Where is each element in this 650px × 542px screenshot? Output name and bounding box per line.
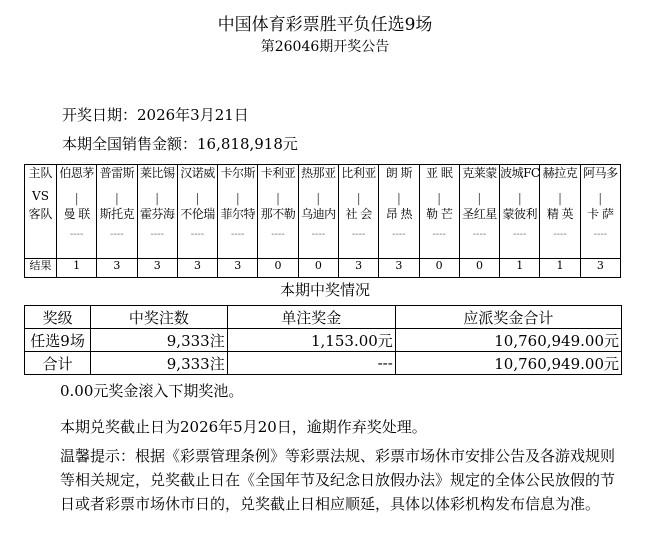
match-cell [298,165,338,259]
match-result: 3 [218,259,258,278]
home-team: 克莱蒙 [462,166,497,180]
vs-mark: | [74,191,79,205]
dash-mark: ---- [69,229,84,240]
dash-mark: ---- [150,229,164,240]
deadline-note: 本期兑奖截止日为2026年5月20日，逾期作弃奖处理。 [60,418,427,436]
prize-level: 任选9场 [25,329,91,352]
header-total: 应派奖金合计 [395,306,621,329]
row-label-cell [25,165,57,259]
home-team: 莱比锡 [139,166,175,180]
match-cell [459,165,499,259]
away-team: 菲尔特 [220,207,256,221]
dash-mark: ---- [190,229,205,240]
prize-section-title: 本期中奖情况 [279,281,370,299]
dash-mark: ---- [553,229,567,240]
vs-mark: | [276,191,281,205]
match-result: 3 [97,259,137,278]
sum-total: 10,760,949.00元 [395,352,621,375]
away-team: 斯托克 [99,207,135,221]
away-team: 昂 热 [385,207,413,221]
header-count: 中奖注数 [91,306,228,329]
home-label: 主队 [28,166,53,180]
vs-mark: | [396,191,401,205]
home-team: 比利亚 [341,166,376,180]
vs-mark: | [235,191,240,205]
match-result: 1 [500,259,540,278]
home-team: 阿马多 [583,166,618,180]
away-team: 那不勒 [260,207,296,221]
prize-sum-row [25,352,622,375]
vs-mark: | [477,191,482,205]
home-team: 普雷斯 [99,166,135,180]
sales-amount: 本期全国销售金额：16,818,918元 [62,135,298,153]
match-cell [97,165,137,259]
match-cell [137,165,177,259]
header-level: 奖级 [25,306,91,329]
away-team: 蒙彼利 [502,207,537,221]
away-team: 卡 萨 [587,207,614,221]
vs-mark: | [557,191,563,205]
match-cell [57,165,97,259]
prize-row [25,329,622,352]
dash-mark: ---- [472,229,487,240]
dash-mark: ---- [110,229,124,240]
match-result: 3 [137,259,177,278]
reminder-note: 温馨提示：根据《彩票管理条例》等彩票法规、彩票市场休市安排公告及各游戏规则等相关规定，兑奖截止日在《全国年节及纪念日放假办法》规定的全体公民放假的节日或者彩票市场休市日的，兑奖截止日相应顺延，具体以体彩机构发布信息为准。 [60,447,616,513]
dash-mark: ---- [392,229,406,240]
away-team: 精 英 [546,207,574,221]
draw-date: 开奖日期：2026年3月21日 [62,106,249,124]
match-cell [500,165,540,259]
prize-header-row [25,306,622,329]
match-result: 0 [298,259,338,278]
vs-mark: | [316,191,321,205]
match-cell [258,165,298,259]
prize-count: 9,333注 [91,329,228,352]
home-team: 卡尔斯 [220,166,256,180]
home-team: 亚 眠 [426,166,453,180]
dash-mark: ---- [593,229,608,240]
dash-mark: ---- [231,229,245,240]
away-team: 霍芬海 [139,207,175,221]
away-team: 不伦瑞 [180,207,215,221]
dash-mark: ---- [271,229,285,240]
vs-label: VS [32,189,49,203]
vs-mark: | [356,191,361,205]
dash-mark: ---- [432,229,446,240]
match-result: 3 [338,259,378,278]
vs-mark: | [195,191,200,205]
home-team: 卡利亚 [260,166,296,180]
match-cell [580,165,620,259]
vs-mark: | [114,191,119,205]
vs-mark: | [155,191,160,205]
match-result: 3 [177,259,217,278]
teams-row [25,165,621,259]
match-cell [419,165,459,259]
match-result: 3 [379,259,419,278]
away-label: 客队 [28,207,53,221]
match-cell [177,165,217,259]
result-label: 结果 [25,259,57,278]
vs-mark: | [517,191,522,205]
home-team: 汉诺威 [180,166,215,180]
match-result: 0 [459,259,499,278]
match-result: 0 [258,259,298,278]
away-team: 勒 芒 [426,207,453,221]
rollover-note: 0.00元奖金滚入下期奖池。 [60,382,244,400]
header-per: 单注奖金 [227,306,395,329]
dash-mark: ---- [311,229,326,240]
sum-count: 9,333注 [91,352,228,375]
away-team: 圣红星 [462,207,497,221]
match-result: 0 [419,259,459,278]
prize-per: 1,153.00元 [227,329,395,352]
home-team: 朗 斯 [385,166,413,180]
away-team: 曼 联 [63,207,90,221]
vs-mark: | [437,191,442,205]
sum-level: 合计 [25,352,91,375]
match-result: 1 [540,259,580,278]
match-result: 3 [580,259,620,278]
match-cell [338,165,378,259]
home-team: 热那亚 [301,166,336,180]
announcement-subtitle: 第26046期开奖公告 [260,39,390,55]
away-team: 乌迪内 [301,207,336,221]
prize-table [24,305,622,375]
sum-per: --- [227,352,395,375]
home-team: 伯恩茅 [59,166,94,180]
match-cell [540,165,580,259]
home-team: 波城FC [500,166,540,180]
result-row [25,259,621,278]
match-result: 1 [57,259,97,278]
match-cell [218,165,258,259]
vs-mark: | [598,191,603,205]
prize-total: 10,760,949.00元 [395,329,621,352]
announcement-title: 中国体育彩票胜平负任选9场 [217,15,433,35]
away-team: 社 会 [345,207,372,221]
match-cell [379,165,419,259]
dash-mark: ---- [512,229,527,240]
home-team: 赫拉克 [542,166,578,180]
dash-mark: ---- [351,229,366,240]
match-table [24,164,621,278]
